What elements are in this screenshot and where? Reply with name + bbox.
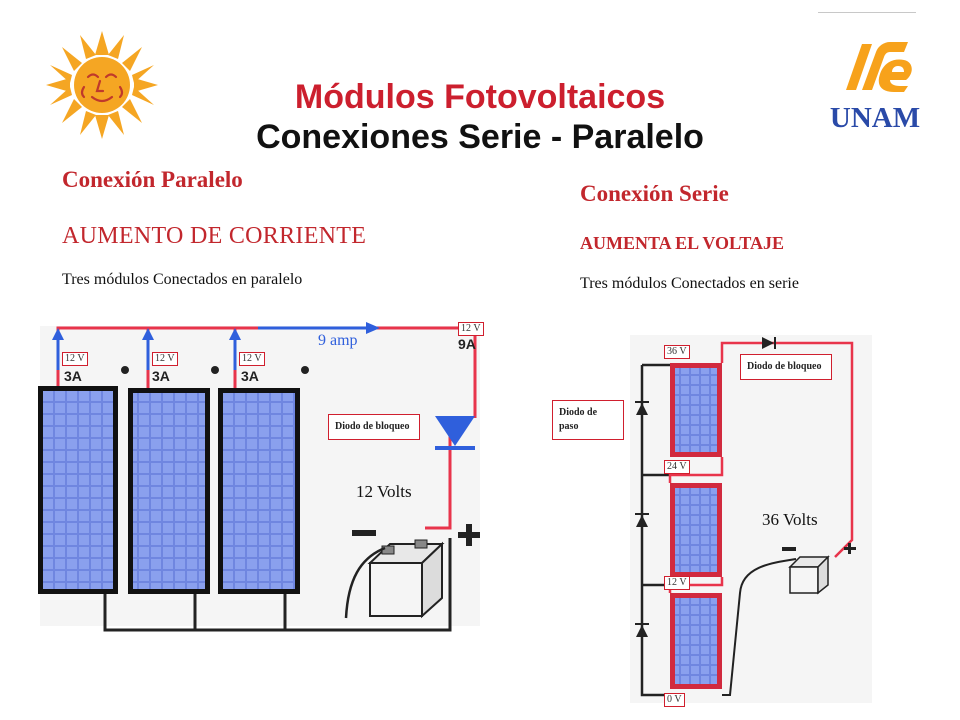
current-label: 9 amp [318, 332, 358, 349]
output-current-label: 9A [458, 336, 476, 352]
pv-module [670, 593, 722, 689]
series-voltage-tag: 12 V [664, 576, 690, 590]
logo-text: UNAM [829, 102, 921, 134]
module-current-label: 3A [64, 368, 82, 384]
battery-icon [370, 540, 442, 616]
parallel-diagram [30, 318, 500, 648]
bypass-diode-callout: Diodo de paso [552, 400, 624, 440]
module-voltage-tag: 12 V [152, 352, 178, 366]
page-subtitle: Conexiones Serie - Paralelo [256, 118, 704, 156]
series-voltage-tag: 36 V [664, 345, 690, 359]
pv-module [38, 386, 118, 594]
blocking-diode-callout: Diodo de bloqueo [328, 414, 420, 440]
parallel-voltage-label: 12 Volts [356, 482, 412, 501]
series-diagram [630, 335, 875, 705]
pv-module [128, 388, 210, 594]
series-voltage-tag: 0 V [664, 693, 685, 707]
pv-module [670, 483, 722, 577]
series-subheading: AUMENTA EL VOLTAJE [580, 233, 785, 253]
header-rule [818, 12, 916, 13]
page-title: Módulos Fotovoltaicos [294, 78, 666, 116]
series-description: Tres módulos Conectados en serie [580, 275, 799, 292]
module-current-label: 3A [152, 368, 170, 384]
series-voltage-tag: 24 V [664, 460, 690, 474]
series-heading: Conexión Serie [580, 181, 729, 206]
parallel-description: Tres módulos Conectados en paralelo [62, 271, 303, 288]
parallel-heading: Conexión Paralelo [62, 167, 243, 192]
module-current-label: 3A [241, 368, 259, 384]
output-voltage-tag: 12 V [458, 322, 484, 336]
pv-module [218, 388, 300, 594]
module-voltage-tag: 12 V [239, 352, 265, 366]
module-voltage-tag: 12 V [62, 352, 88, 366]
series-voltage-label: 36 Volts [762, 510, 818, 529]
battery-icon [790, 557, 828, 593]
pv-module [670, 363, 722, 457]
parallel-subheading: AUMENTO DE CORRIENTE [62, 223, 367, 249]
series-blocking-diode-callout: Diodo de bloqueo [740, 354, 832, 380]
